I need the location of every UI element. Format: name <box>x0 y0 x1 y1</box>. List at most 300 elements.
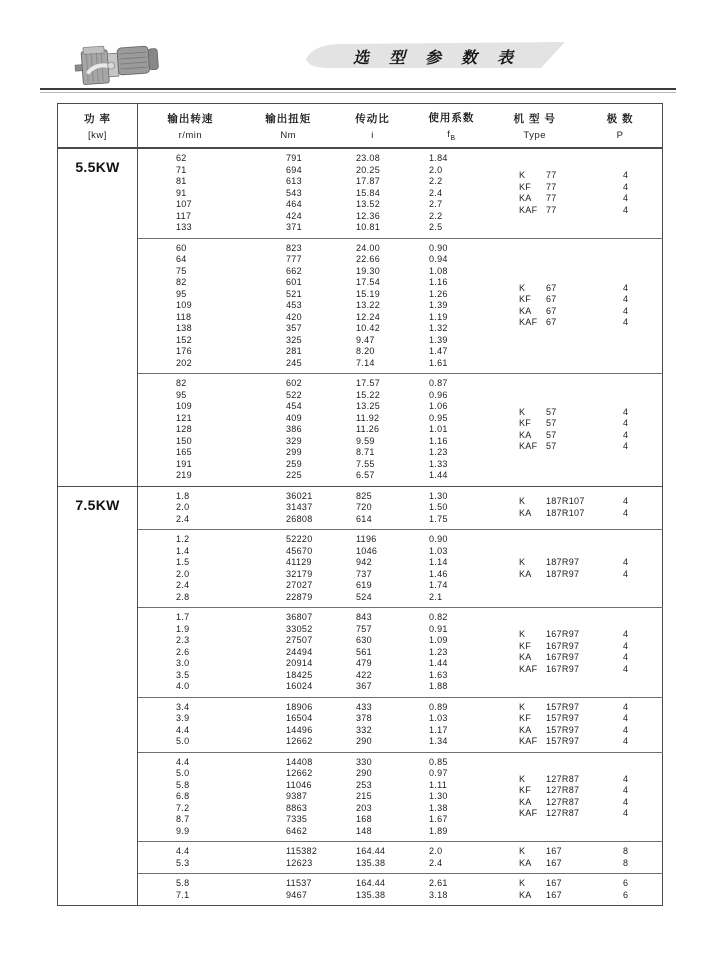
ratio-value: 15.22 <box>356 389 381 400</box>
speed-value: 2.4 <box>176 513 190 524</box>
speed-value: 2.0 <box>176 568 190 579</box>
type-code: KAF <box>519 317 538 328</box>
speed-value: 138 <box>176 323 192 333</box>
speed-column <box>138 153 286 234</box>
service-factor-value: 1.06 <box>429 401 448 411</box>
type-size: 187R97 <box>546 568 580 579</box>
type-column <box>519 534 623 603</box>
speed-column <box>138 757 286 838</box>
type-column <box>519 243 623 370</box>
speed-value: 1.8 <box>176 490 190 501</box>
ratio-value: 15.84 <box>356 187 381 198</box>
service-factor-value: 1.32 <box>429 323 448 333</box>
ratio-value: 15.19 <box>356 288 381 299</box>
type-size: 187R97 <box>546 557 580 567</box>
torque-column <box>286 491 356 526</box>
poles-value: 4 <box>623 713 629 723</box>
ratio-block <box>138 841 663 873</box>
ratio-value: 9.59 <box>356 435 375 446</box>
poles-value: 4 <box>623 724 629 735</box>
speed-value: 1.9 <box>176 623 190 634</box>
type-code: KF <box>519 713 532 723</box>
service-factor-value: 1.46 <box>429 568 448 579</box>
col-header-unit: [kw] <box>88 129 107 141</box>
ratio-block <box>138 373 663 486</box>
type-size: 157R97 <box>546 724 580 735</box>
type-column <box>519 878 623 901</box>
type-code: KAF <box>519 441 538 452</box>
ratio-column <box>356 378 429 482</box>
speed-value: 75 <box>176 265 187 276</box>
torque-column <box>286 378 356 482</box>
ratio-value: 433 <box>356 701 372 712</box>
ratio-block <box>138 697 663 752</box>
poles-value: 4 <box>623 663 629 674</box>
poles-value: 4 <box>623 652 629 663</box>
type-size: 167 <box>546 878 562 888</box>
speed-value: 82 <box>176 378 187 388</box>
torque-value: 14408 <box>286 756 313 767</box>
ratio-value: 619 <box>356 580 372 590</box>
power-cell <box>58 149 138 486</box>
type-code: K <box>519 557 526 567</box>
speed-value: 219 <box>176 470 192 480</box>
torque-value: 325 <box>286 334 302 345</box>
ratio-value: 367 <box>356 681 372 691</box>
type-row <box>519 182 623 194</box>
ratio-column <box>356 153 429 234</box>
speed-value: 82 <box>176 277 187 287</box>
torque-value: 386 <box>286 424 302 434</box>
type-row <box>519 641 623 653</box>
ratio-block <box>138 487 663 530</box>
ratio-value: 1046 <box>356 545 378 556</box>
table-body <box>58 149 662 905</box>
torque-value: 424 <box>286 210 302 221</box>
speed-value: 1.5 <box>176 557 190 567</box>
type-size: 187R107 <box>546 496 585 507</box>
blocks <box>138 487 663 906</box>
ratio-column <box>356 243 429 370</box>
col-header-unit: Nm <box>280 129 297 141</box>
service-factor-value: 1.34 <box>429 736 448 746</box>
type-code: K <box>519 773 526 784</box>
service-factor-column <box>429 702 519 748</box>
torque-value: 543 <box>286 187 302 198</box>
type-row <box>519 713 623 725</box>
service-factor-value: 1.23 <box>429 646 448 657</box>
poles-column <box>623 757 663 838</box>
torque-value: 420 <box>286 311 302 322</box>
service-factor-column <box>429 846 519 869</box>
torque-value: 14496 <box>286 724 313 735</box>
ratio-value: 1196 <box>356 534 377 544</box>
col-header-label: 输出转速 <box>167 112 214 125</box>
type-size: 127R87 <box>546 773 580 784</box>
col-header-unit: r/min <box>178 129 203 141</box>
speed-value: 152 <box>176 334 192 345</box>
type-size: 157R97 <box>546 713 580 723</box>
ratio-value: 524 <box>356 591 372 602</box>
col-header-label: 使用系数 <box>428 111 475 124</box>
col-header-label: 极 数 <box>606 112 634 125</box>
service-factor-value: 1.89 <box>429 825 448 836</box>
ratio-value: 17.57 <box>356 378 381 388</box>
type-size: 167 <box>546 857 562 868</box>
torque-value: 371 <box>286 222 302 232</box>
speed-value: 2.8 <box>176 591 190 602</box>
service-factor-value: 1.61 <box>429 357 448 368</box>
type-size: 77 <box>546 170 557 181</box>
torque-value: 41129 <box>286 557 312 567</box>
service-factor-column <box>429 153 519 234</box>
speed-value: 64 <box>176 254 187 264</box>
speed-value: 121 <box>176 412 192 423</box>
poles-column <box>623 378 663 482</box>
ratio-value: 135.38 <box>356 857 386 868</box>
speed-column <box>138 846 286 869</box>
speed-value: 2.4 <box>176 580 190 590</box>
torque-value: 453 <box>286 300 302 310</box>
torque-value: 27027 <box>286 580 313 590</box>
type-size: 57 <box>546 406 557 417</box>
type-row <box>519 283 623 295</box>
type-size: 77 <box>546 181 557 192</box>
ratio-value: 825 <box>356 490 372 501</box>
type-row <box>519 317 623 329</box>
type-size: 57 <box>546 441 557 452</box>
type-size: 67 <box>546 282 557 293</box>
ratio-value: 11.92 <box>356 412 380 423</box>
type-size: 157R97 <box>546 701 580 712</box>
type-column <box>519 491 623 526</box>
ratio-value: 614 <box>356 513 372 524</box>
speed-value: 5.0 <box>176 736 190 746</box>
speed-value: 191 <box>176 458 192 469</box>
type-row <box>519 418 623 430</box>
speed-value: 3.0 <box>176 658 190 668</box>
blocks <box>138 149 663 486</box>
torque-value: 225 <box>286 470 302 480</box>
ratio-value: 20.25 <box>356 164 381 175</box>
ratio-value: 720 <box>356 502 372 512</box>
service-factor-column <box>429 491 519 526</box>
ratio-value: 168 <box>356 814 372 824</box>
service-factor-value: 1.63 <box>429 669 448 680</box>
type-code: KF <box>519 181 532 192</box>
col-header-unit: Type <box>523 129 547 141</box>
torque-value: 9387 <box>286 791 308 801</box>
ratio-value: 290 <box>356 736 372 746</box>
col-header-unit: P <box>616 129 624 141</box>
torque-value: 521 <box>286 288 302 299</box>
type-size: 157R97 <box>546 736 580 746</box>
speed-value: 7.1 <box>176 889 190 900</box>
torque-value: 9467 <box>286 889 308 900</box>
torque-value: 8863 <box>286 802 308 813</box>
gearmotor-photo-icon <box>74 36 166 90</box>
type-column <box>519 612 623 693</box>
torque-value: 115382 <box>286 846 318 856</box>
torque-value: 777 <box>286 254 302 264</box>
ratio-value: 13.52 <box>356 199 381 209</box>
service-factor-value: 2.4 <box>429 187 443 198</box>
ratio-value: 148 <box>356 825 372 836</box>
type-row <box>519 441 623 453</box>
type-code: KA <box>519 429 532 440</box>
poles-value: 8 <box>623 857 629 868</box>
service-factor-value: 0.89 <box>429 701 448 712</box>
type-row <box>519 736 623 748</box>
torque-value: 11537 <box>286 878 312 888</box>
power-label: 7.5KW <box>75 496 120 513</box>
ratio-value: 290 <box>356 768 372 778</box>
poles-value: 6 <box>623 878 629 888</box>
poles-value: 4 <box>623 496 629 507</box>
type-code: K <box>519 406 526 417</box>
poles-value: 4 <box>623 429 629 440</box>
type-code: KA <box>519 889 532 900</box>
service-factor-value: 0.95 <box>429 412 448 423</box>
service-factor-value: 1.39 <box>429 334 448 345</box>
type-code: KF <box>519 294 532 305</box>
ratio-column <box>356 534 429 603</box>
torque-value: 36021 <box>286 490 313 501</box>
type-row <box>519 569 623 581</box>
type-column <box>519 702 623 748</box>
torque-value: 27507 <box>286 635 313 645</box>
speed-value: 109 <box>176 401 192 411</box>
torque-value: 602 <box>286 378 302 388</box>
service-factor-value: 2.4 <box>429 857 443 868</box>
service-factor-column <box>429 878 519 901</box>
poles-column <box>623 243 663 370</box>
torque-value: 12662 <box>286 768 313 778</box>
service-factor-value: 2.0 <box>429 846 443 856</box>
type-column <box>519 378 623 482</box>
speed-column <box>138 534 286 603</box>
poles-value: 4 <box>623 808 629 819</box>
poles-column <box>623 491 663 526</box>
type-code: K <box>519 878 526 888</box>
poles-value: 4 <box>623 441 629 452</box>
service-factor-column <box>429 534 519 603</box>
speed-value: 3.4 <box>176 701 190 712</box>
poles-value: 4 <box>623 785 629 796</box>
speed-value: 176 <box>176 346 192 356</box>
ratio-value: 11.26 <box>356 424 380 434</box>
service-factor-value: 2.2 <box>429 210 443 221</box>
torque-value: 694 <box>286 164 302 175</box>
ratio-value: 8.20 <box>356 346 375 356</box>
type-code: KA <box>519 305 532 316</box>
torque-column <box>286 612 356 693</box>
ratio-value: 422 <box>356 669 372 680</box>
speed-value: 1.2 <box>176 534 190 544</box>
type-row <box>519 725 623 737</box>
torque-value: 18906 <box>286 701 313 712</box>
service-factor-value: 1.47 <box>429 346 448 356</box>
service-factor-value: 0.96 <box>429 389 448 400</box>
type-size: 127R87 <box>546 796 580 807</box>
poles-value: 4 <box>623 170 629 181</box>
speed-value: 5.3 <box>176 857 190 868</box>
type-code: KA <box>519 724 532 735</box>
speed-column <box>138 243 286 370</box>
ratio-value: 203 <box>356 802 372 813</box>
type-size: 67 <box>546 317 557 328</box>
torque-value: 16024 <box>286 681 313 691</box>
type-row <box>519 846 623 858</box>
type-size: 67 <box>546 305 557 316</box>
header-divider-rule <box>40 88 676 93</box>
speed-value: 2.3 <box>176 635 190 645</box>
speed-value: 4.4 <box>176 756 190 767</box>
page-title: 选 型 参 数 表 <box>352 50 521 67</box>
poles-value: 4 <box>623 773 629 784</box>
poles-column <box>623 878 663 901</box>
service-factor-column <box>429 378 519 482</box>
type-code: K <box>519 170 526 181</box>
speed-value: 165 <box>176 447 192 457</box>
poles-value: 4 <box>623 629 629 640</box>
poles-value: 4 <box>623 568 629 579</box>
speed-value: 2.0 <box>176 502 190 512</box>
speed-value: 1.4 <box>176 545 190 556</box>
power-section-7.5kw <box>58 486 662 906</box>
page-title-band <box>306 41 568 70</box>
speed-value: 4.4 <box>176 846 190 856</box>
torque-value: 245 <box>286 357 302 368</box>
ratio-value: 164.44 <box>356 846 386 856</box>
service-factor-value: 1.14 <box>429 557 448 567</box>
type-row <box>519 430 623 442</box>
type-row <box>519 629 623 641</box>
service-factor-value: 3.18 <box>429 889 448 900</box>
ratio-block <box>138 873 663 905</box>
col-header-power <box>58 104 138 147</box>
power-cell <box>58 487 138 906</box>
speed-value: 4.0 <box>176 681 190 691</box>
type-column <box>519 153 623 234</box>
torque-column <box>286 153 356 234</box>
torque-value: 823 <box>286 242 302 253</box>
poles-value: 4 <box>623 418 629 429</box>
ratio-value: 6.57 <box>356 470 375 480</box>
type-code: KA <box>519 507 532 518</box>
type-code: KAF <box>519 663 538 674</box>
service-factor-value: 1.30 <box>429 791 448 801</box>
speed-value: 117 <box>176 210 192 221</box>
ratio-value: 23.08 <box>356 153 381 163</box>
type-code: KA <box>519 568 532 579</box>
service-factor-value: 1.03 <box>429 545 448 556</box>
service-factor-value: 2.2 <box>429 176 443 186</box>
torque-value: 32179 <box>286 568 313 579</box>
service-factor-value: 1.19 <box>429 311 448 322</box>
type-size: 77 <box>546 193 557 204</box>
service-factor-value: 1.50 <box>429 502 448 512</box>
ratio-block <box>138 752 663 842</box>
poles-value: 8 <box>623 846 629 856</box>
torque-value: 464 <box>286 199 302 209</box>
type-row <box>519 808 623 820</box>
speed-value: 150 <box>176 435 192 446</box>
service-factor-column <box>429 757 519 838</box>
speed-value: 7.2 <box>176 802 190 813</box>
ratio-value: 10.81 <box>356 222 381 232</box>
type-row <box>519 170 623 182</box>
poles-value: 4 <box>623 305 629 316</box>
type-size: 57 <box>546 429 557 440</box>
poles-value: 4 <box>623 294 629 305</box>
type-code: KA <box>519 193 532 204</box>
torque-value: 16504 <box>286 713 313 723</box>
service-factor-value: 1.26 <box>429 288 448 299</box>
speed-column <box>138 878 286 901</box>
type-size: 187R107 <box>546 507 585 518</box>
selection-parameter-table <box>57 103 663 906</box>
service-factor-value: 1.01 <box>429 424 448 434</box>
torque-column <box>286 534 356 603</box>
poles-column <box>623 612 663 693</box>
type-code: KAF <box>519 204 538 215</box>
torque-column <box>286 878 356 901</box>
poles-value: 4 <box>623 557 629 567</box>
type-size: 167R97 <box>546 663 580 674</box>
torque-value: 281 <box>286 346 302 356</box>
service-factor-value: 0.87 <box>429 378 448 388</box>
table-header-row <box>58 104 662 149</box>
type-code: K <box>519 629 526 640</box>
ratio-value: 19.30 <box>356 265 381 276</box>
ratio-value: 13.22 <box>356 300 381 310</box>
type-code: KF <box>519 785 532 796</box>
ratio-value: 942 <box>356 557 372 567</box>
type-size: 67 <box>546 294 557 305</box>
ratio-block <box>138 607 663 697</box>
service-factor-value: 0.82 <box>429 612 448 622</box>
speed-value: 109 <box>176 300 192 310</box>
service-factor-value: 1.11 <box>429 779 448 790</box>
torque-value: 22879 <box>286 591 313 602</box>
type-row <box>519 878 623 890</box>
speed-value: 118 <box>176 311 192 322</box>
torque-value: 12623 <box>286 857 313 868</box>
col-header-label: 输出扭矩 <box>265 112 312 125</box>
type-row <box>519 294 623 306</box>
speed-value: 95 <box>176 288 187 299</box>
service-factor-value: 1.39 <box>429 300 448 310</box>
ratio-value: 164.44 <box>356 878 386 888</box>
torque-value: 357 <box>286 323 302 333</box>
col-header-label: 功 率 <box>84 112 111 125</box>
service-factor-value: 1.67 <box>429 814 448 824</box>
ratio-value: 7.14 <box>356 357 375 368</box>
poles-value: 4 <box>623 701 629 712</box>
type-code: K <box>519 282 526 293</box>
speed-value: 4.4 <box>176 724 190 735</box>
ratio-value: 757 <box>356 623 372 634</box>
type-row <box>519 496 623 508</box>
type-size: 127R87 <box>546 785 580 796</box>
type-column <box>519 757 623 838</box>
service-factor-value: 1.30 <box>429 490 448 501</box>
poles-value: 4 <box>623 317 629 328</box>
type-row <box>519 407 623 419</box>
col-header-label: 传动比 <box>355 112 390 125</box>
ratio-value: 479 <box>356 658 372 668</box>
